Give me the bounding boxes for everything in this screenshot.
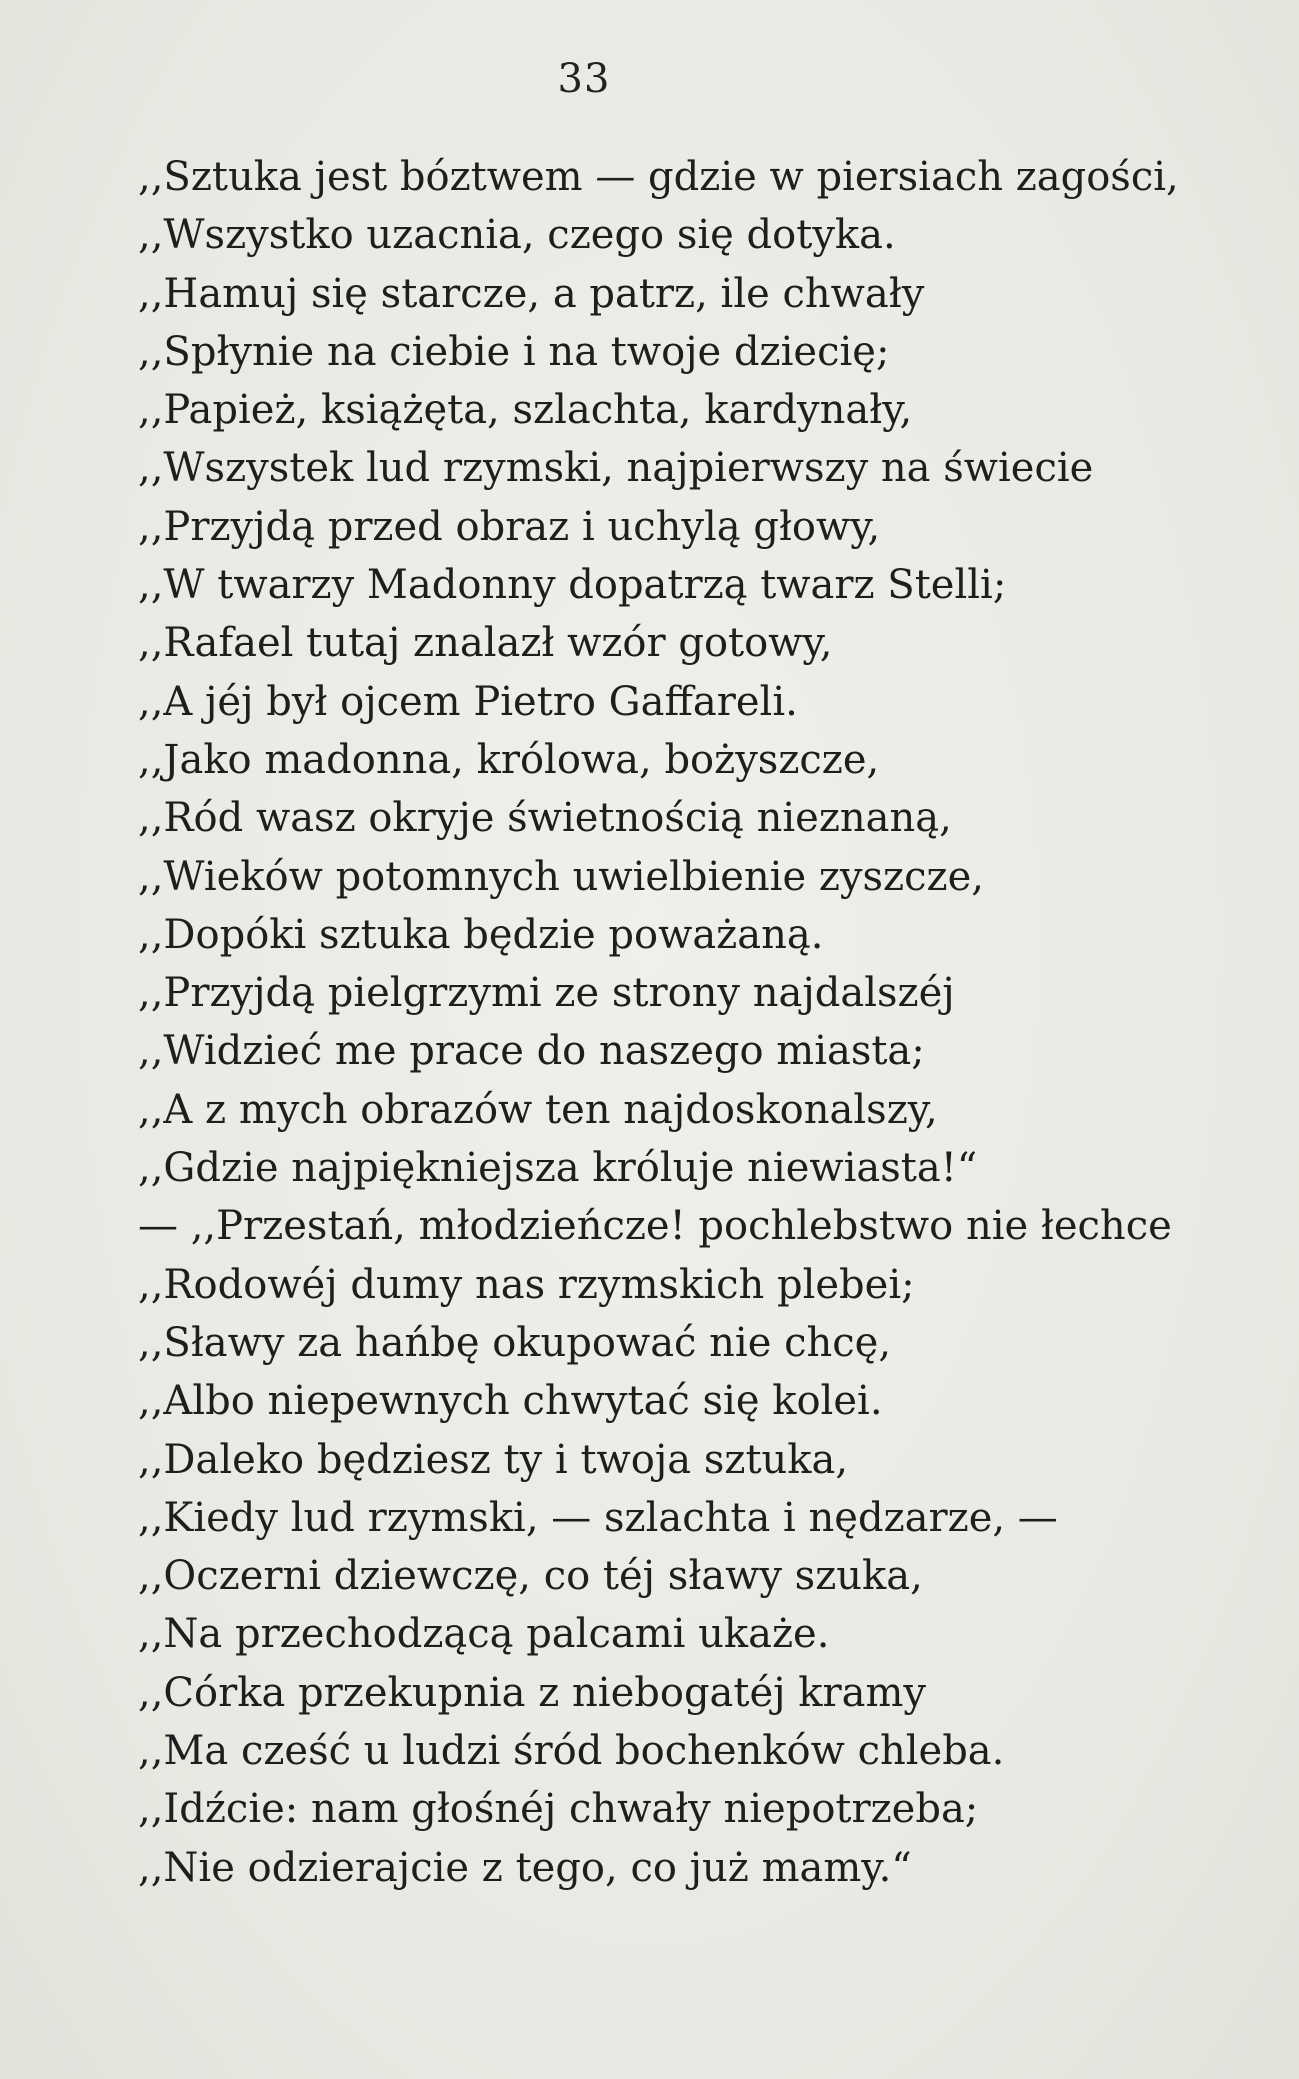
- poem-line: ,,Nie odzierajcie z tego, co już mamy.“: [138, 1844, 912, 1891]
- poem-line: ,,Albo niepewnych chwytać się kolei.: [138, 1378, 883, 1425]
- poem-line: ,,Papież, książęta, szlachta, kardynały,: [138, 387, 913, 434]
- poem-line: ,,Rodowéj dumy nas rzymskich plebei;: [138, 1261, 915, 1308]
- poem-text: [138, 148, 1248, 1897]
- poem-line: ,,Wieków potomnych uwielbienie zyszcze,: [138, 853, 984, 900]
- poem-line: ,,Dopóki sztuka będzie poważaną.: [138, 911, 824, 958]
- poem-line: ,,Przyjdą pielgrzymi ze strony najdalszéj: [138, 970, 955, 1017]
- poem-line: ,,Córka przekupnia z niebogatéj kramy: [138, 1669, 926, 1716]
- poem-line: ,,Na przechodzącą palcami ukaże.: [138, 1611, 830, 1658]
- poem-line: ,,Gdzie najpiękniejsza króluje niewiasta!“: [138, 1145, 978, 1192]
- poem-line: ,,Kiedy lud rzymski, — szlachta i nędzarze, —: [138, 1494, 1058, 1541]
- poem-line: ,,Wszystko uzacnia, czego się dotyka.: [138, 212, 896, 259]
- poem-line: ,,A z mych obrazów ten najdoskonalszy,: [138, 1086, 938, 1133]
- poem-line: ,,A jéj był ojcem Pietro Gaffareli.: [138, 678, 798, 725]
- poem-line: — ,,Przestań, młodzieńcze! pochlebstwo nie łechce: [138, 1203, 1172, 1250]
- poem-line: ,,Przyjdą przed obraz i uchylą głowy,: [138, 503, 881, 550]
- poem-line: ,,W twarzy Madonny dopatrzą twarz Stelli;: [138, 562, 1007, 609]
- poem-line: ,,Ród wasz okryje świetnością nieznaną,: [138, 795, 952, 842]
- poem-line: ,,Rafael tutaj znalazł wzór gotowy,: [138, 620, 833, 667]
- page-number: 33: [557, 56, 611, 102]
- poem-line: ,,Sztuka jest bóztwem — gdzie w piersiach zagości,: [138, 154, 1179, 200]
- poem-line: ,,Idźcie: nam głośnéj chwały niepotrzeba;: [138, 1786, 979, 1833]
- poem-line: ,,Widzieć me prace do naszego miasta;: [138, 1028, 925, 1075]
- poem-line: ,,Daleko będziesz ty i twoja sztuka,: [138, 1436, 849, 1483]
- poem-line: ,,Oczerni dziewczę, co téj sławy szuka,: [138, 1553, 923, 1600]
- poem-line: ,,Sławy za hańbę okupować nie chcę,: [138, 1319, 892, 1366]
- poem-line: ,,Spłynie na ciebie i na twoje dziecię;: [138, 328, 890, 375]
- poem-line: ,,Ma cześć u ludzi śród bochenków chleba.: [138, 1728, 1005, 1775]
- poem-line: ,,Wszystek lud rzymski, najpierwszy na świecie: [138, 445, 1094, 492]
- poem-line: ,,Jako madonna, królowa, bożyszcze,: [138, 736, 880, 783]
- poem-line: ,,Hamuj się starcze, a patrz, ile chwały: [138, 270, 925, 317]
